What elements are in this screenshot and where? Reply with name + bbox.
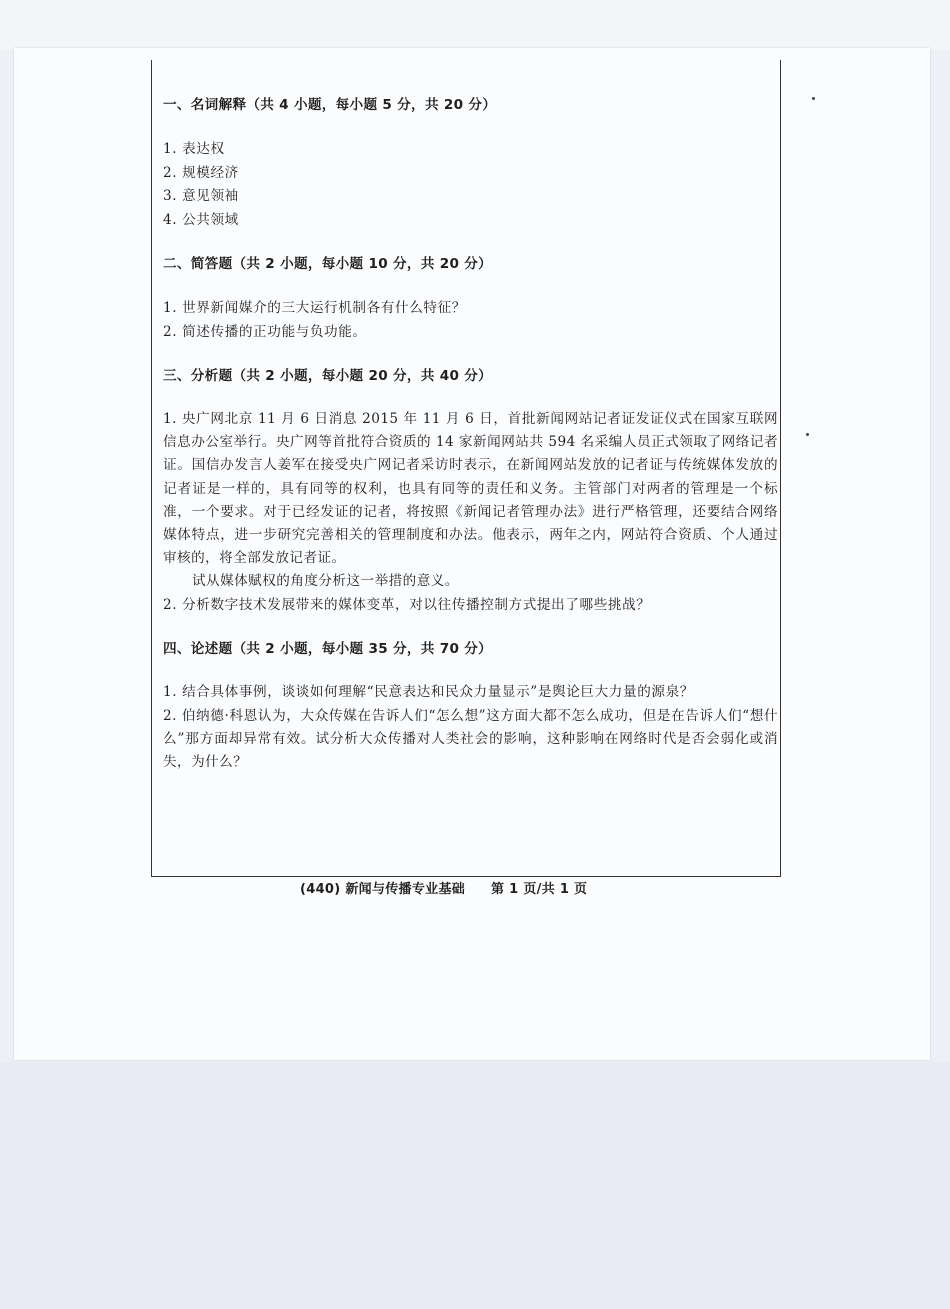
question-item: 1. 表达权 xyxy=(163,141,225,157)
page-footer xyxy=(300,878,587,897)
scan-speck xyxy=(812,97,815,100)
scan-top-margin xyxy=(0,0,950,50)
question-item: 4. 公共领域 xyxy=(163,211,239,228)
analysis-question-1-task: 试从媒体赋权的角度分析这一举措的意义。 xyxy=(192,573,459,590)
scan-lower-band xyxy=(0,1062,950,1309)
exam-code-title: (440) 新闻与传播专业基础 xyxy=(300,882,466,897)
question-item: 2. 规模经济 xyxy=(163,164,239,181)
section-3 xyxy=(163,365,778,617)
question-item: 2. 简述传播的正功能与负功能。 xyxy=(163,323,367,340)
section-heading: 二、简答题（共 2 小题，每小题 10 分，共 20 分） xyxy=(163,256,493,272)
essay-question-2: 2. 伯纳德·科恩认为，大众传媒在告诉人们“怎么想”这方面大都不怎么成功，但是在告诉人们“想什么”那方面却异常有效。试分析大众传播对人类社会的影响，这种影响在网络时代是否会弱化或消失，为什么？ xyxy=(163,707,778,771)
section-heading: 三、分析题（共 2 小题，每小题 20 分，共 40 分） xyxy=(163,368,493,384)
section-4 xyxy=(163,638,778,774)
question-item: 1. 世界新闻媒介的三大运行机制各有什么特征？ xyxy=(163,300,466,316)
section-heading: 一、名词解释（共 4 小题，每小题 5 分，共 20 分） xyxy=(163,97,497,113)
page-number: 第 1 页/共 1 页 xyxy=(491,882,588,897)
question-item: 3. 意见领袖 xyxy=(163,188,239,204)
analysis-question-1-text: 1. 央广网北京 11 月 6 日消息 2015 年 11 月 6 日，首批新闻网站记者证发证仪式在国家互联网信息办公室举行。央广网等首批符合资质的 14 家新闻网站共 594 名采编人员正式领取了网络记者证。国信办发言人姜军在接受央广网记者采访时表示，在新闻网站发放的记者证与传统媒体发放的记者证是一样的，具有同等的权利，也具有同等的责任和义务。主管部门对两者的管理是一个标准，一个要求。对于已经发证的记者，将按照《新闻记者管理办法》进行严格管理，还要结合网络媒体特点，进一步研究完善相关的管理制度和办法。他表示，两年之内，网站符合资质、个人通过审核的，将全部发放记者证。 xyxy=(163,411,778,567)
scan-speck xyxy=(806,433,809,436)
section-heading: 四、论述题（共 2 小题，每小题 35 分，共 70 分） xyxy=(163,641,493,658)
section-2 xyxy=(163,253,778,344)
exam-content xyxy=(163,94,778,774)
section-1 xyxy=(163,94,778,232)
essay-question-1: 1. 结合具体事例，谈谈如何理解“民意表达和民众力量显示”是舆论巨大力量的源泉？ xyxy=(163,684,694,701)
analysis-question-2: 2. 分析数字技术发展带来的媒体变革，对以往传播控制方式提出了哪些挑战？ xyxy=(163,596,651,613)
